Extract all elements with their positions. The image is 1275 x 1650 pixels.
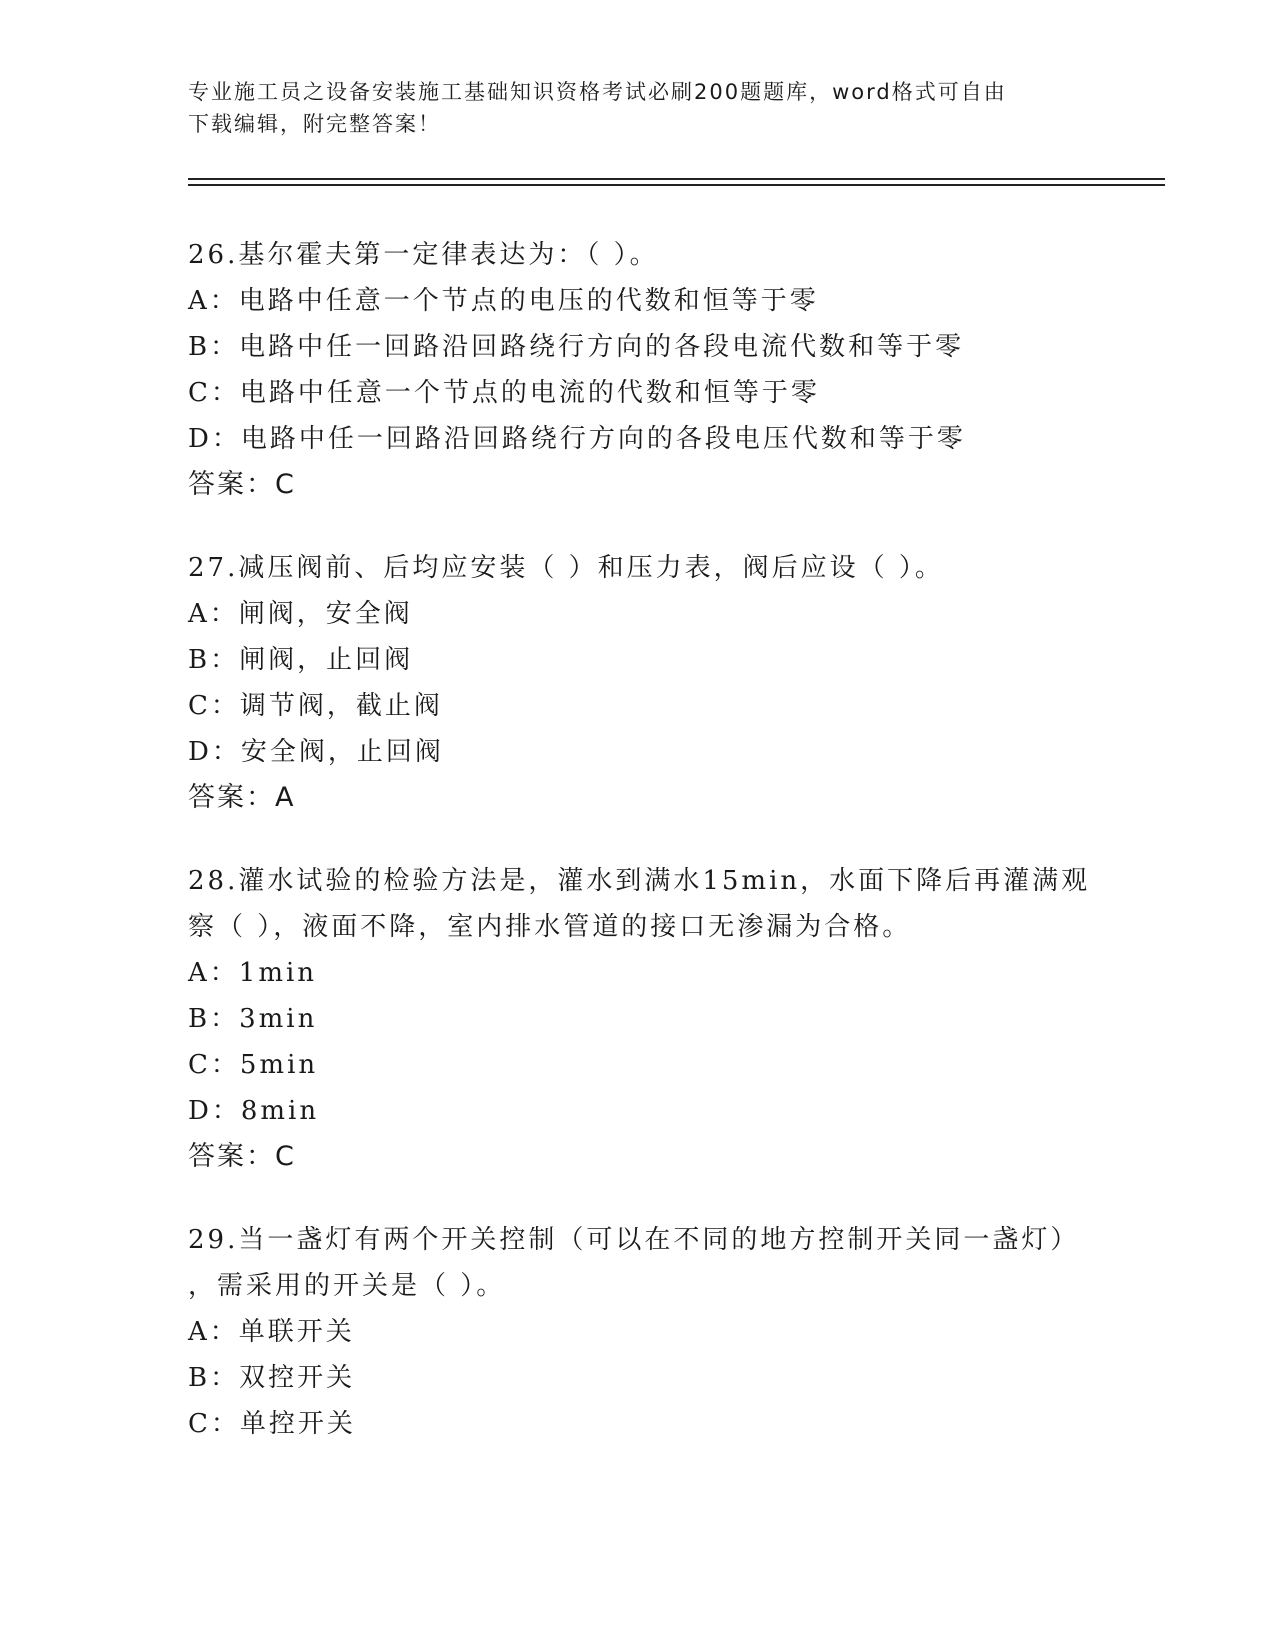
option-a: A：1min <box>188 958 318 988</box>
answer-text: 答案：C <box>188 469 296 500</box>
answer-text: 答案：A <box>188 782 296 813</box>
question-29 <box>188 1217 1128 1447</box>
question-26 <box>188 232 1128 508</box>
question-stem-line-1: 28.灌水试验的检验方法是，灌水到满水15min，水面下降后再灌满观 <box>188 866 1091 896</box>
option-a: A：电路中任意一个节点的电压的代数和恒等于零 <box>188 286 819 316</box>
answer-text: 答案：C <box>188 1141 296 1172</box>
option-b: B：闸阀，止回阀 <box>188 645 414 675</box>
option-b: B：电路中任一回路沿回路绕行方向的各段电流代数和等于零 <box>188 332 965 362</box>
header-divider-top <box>188 178 1165 180</box>
option-d: D：8min <box>188 1096 320 1126</box>
document-header <box>188 76 1088 140</box>
question-28 <box>188 858 1128 1180</box>
option-c: C：调节阀，截止阀 <box>188 691 443 721</box>
header-line-1: 专业施工员之设备安装施工基础知识资格考试必刷200题题库，word格式可自由 <box>188 80 1007 104</box>
option-b: B：双控开关 <box>188 1363 356 1393</box>
option-d: D：电路中任一回路沿回路绕行方向的各段电压代数和等于零 <box>188 424 966 454</box>
question-stem-line-2: 察（ ），液面不降，室内排水管道的接口无渗漏为合格。 <box>188 912 912 942</box>
option-b: B：3min <box>188 1004 318 1034</box>
option-c: C：电路中任意一个节点的电流的代数和恒等于零 <box>188 378 820 408</box>
option-c: C：单控开关 <box>188 1409 356 1439</box>
question-stem-line-1: 29.当一盏灯有两个开关控制（可以在不同的地方控制开关同一盏灯） <box>188 1225 1080 1255</box>
header-line-2: 下载编辑，附完整答案！ <box>188 112 441 136</box>
question-stem: 26.基尔霍夫第一定律表达为：（ ）。 <box>188 240 659 270</box>
question-stem: 27.减压阀前、后均应安装（ ）和压力表，阀后应设（ ）。 <box>188 553 944 583</box>
question-stem-line-2: ，需采用的开关是（ ）。 <box>188 1271 506 1301</box>
question-27 <box>188 545 1128 821</box>
option-c: C：5min <box>188 1050 319 1080</box>
question-list <box>188 232 1128 1484</box>
option-a: A：闸阀，安全阀 <box>188 599 413 629</box>
option-a: A：单联开关 <box>188 1317 355 1347</box>
header-divider-bottom <box>188 184 1165 186</box>
option-d: D：安全阀，止回阀 <box>188 737 444 767</box>
